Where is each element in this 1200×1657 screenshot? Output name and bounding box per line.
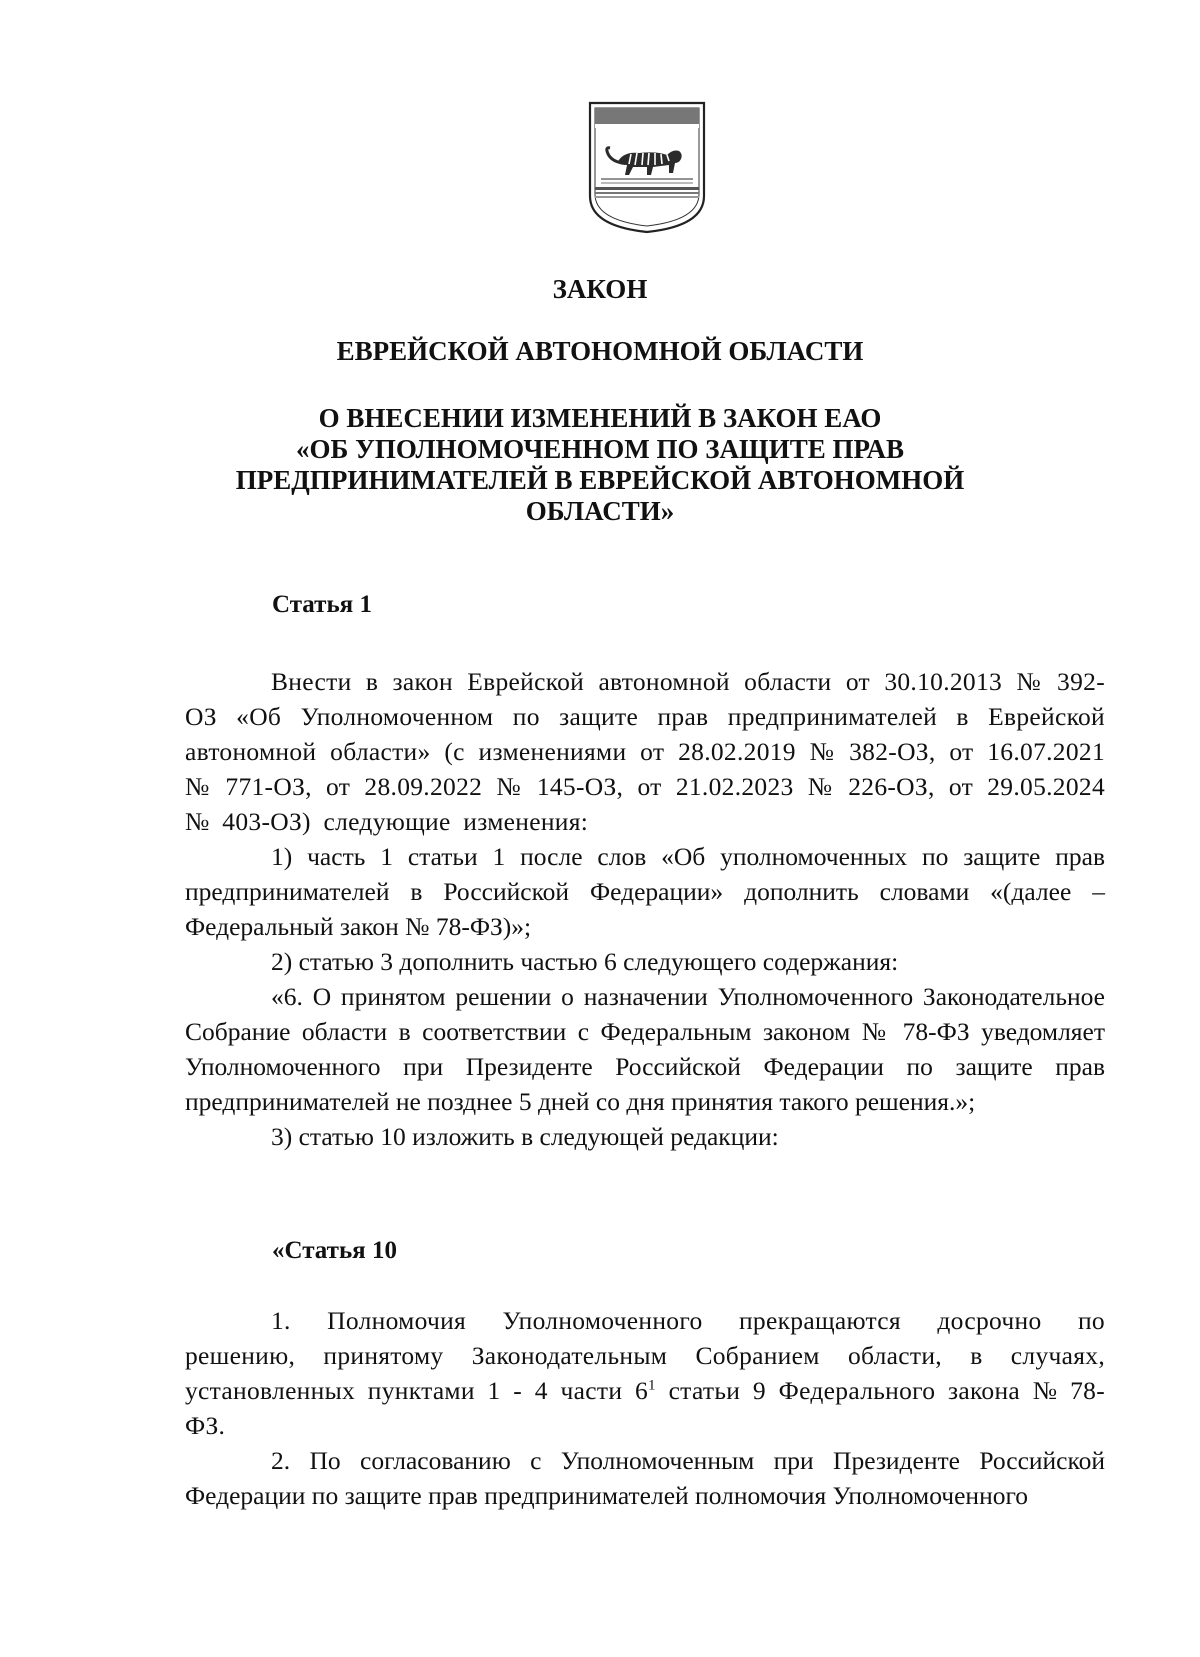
article-10-paragraph-1-tail: статьи 9 Федерального закона № 78-ФЗ. — [185, 1376, 1105, 1440]
article-1-body — [185, 664, 1105, 1154]
article-1-heading: Статья 1 — [272, 591, 372, 618]
coat-of-arms-emblem — [587, 101, 707, 234]
law-title-line: ПРЕДПРИНИМАТЕЛЕЙ В ЕВРЕЙСКОЙ АВТОНОМНОЙ — [235, 465, 965, 495]
article-1-paragraph: 1) часть 1 статьи 1 после слов «Об уполномоченных по защите прав предпринимателей в Российской Федерации» дополнить словами «(далее – Федеральный закон № 78-ФЗ)»; — [185, 842, 1105, 941]
article-10-body — [185, 1303, 1105, 1513]
superscript-index: 1 — [648, 1377, 656, 1394]
article-10-paragraph-2: 2. По согласованию с Уполномоченным при Президенте Российской Федерации по защите прав предпринимателей полномочия Уполномоченного — [185, 1446, 1105, 1510]
article-10-heading: «Статья 10 — [272, 1237, 397, 1264]
law-title — [0, 403, 1200, 527]
article-10-paragraph-1 — [185, 1303, 1105, 1443]
region-label: ЕВРЕЙСКОЙ АВТОНОМНОЙ ОБЛАСТИ — [336, 336, 864, 366]
article-1-paragraph: Внести в закон Еврейской автономной области от 30.10.2013 № 392-ОЗ «Об Уполномоченном по защите прав предпринимателей в Еврейской автономной области» (с изменениями от 28.02.2019 № 382-ОЗ, от 16.07.2021 № 771-ОЗ, от 28.09.2022 № 145-ОЗ, от 21.02.2023 № 226-ОЗ, от 29.05.2024 № 403-ОЗ) следующие изменения: — [185, 667, 1105, 836]
law-label: ЗАКОН — [552, 274, 648, 304]
law-title-line: ОБЛАСТИ» — [525, 496, 675, 526]
article-1-paragraph: «6. О принятом решении о назначении Уполномоченного Законодательное Собрание области в соответствии с Федеральным законом № 78-ФЗ уведомляет Уполномоченного при Президенте Российской Федерации по защите прав предпринимателей не позднее 5 дней со дня принятия такого решения.»; — [185, 982, 1105, 1116]
law-title-line: «ОБ УПОЛНОМОЧЕННОМ ПО ЗАЩИТЕ ПРАВ — [295, 434, 905, 464]
article-1-paragraph: 3) статью 10 изложить в следующей редакции: — [271, 1122, 779, 1151]
article-1-paragraph: 2) статью 3 дополнить частью 6 следующего содержания: — [271, 947, 899, 976]
law-title-line: О ВНЕСЕНИИ ИЗМЕНЕНИЙ В ЗАКОН ЕАО — [318, 403, 882, 433]
article-10-paragraph-1-text: 1. Полномочия Уполномоченного прекращаются досрочно по решению, принятому Законодательным Собранием области, в случаях, установленных пунктами 1 - 4 части 6 — [185, 1306, 1105, 1405]
